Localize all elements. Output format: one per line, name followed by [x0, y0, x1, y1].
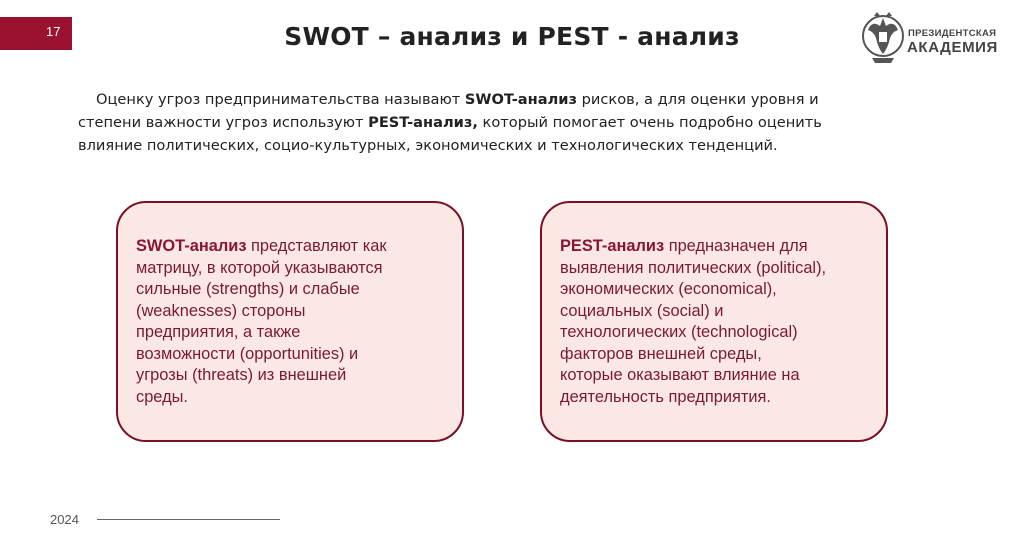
pest-description [560, 236, 880, 408]
intro-text: рисков, а для оценки уровня и [576, 91, 819, 108]
swot-line: представляют как [246, 237, 387, 255]
swot-line: предприятия, а также [136, 323, 301, 341]
pest-term: PEST-анализ [560, 237, 665, 255]
swot-line: сильные (strengths) и слабые [136, 280, 360, 298]
swot-line: (weaknesses) стороны [136, 301, 306, 320]
pest-line: деятельность предприятия. [560, 387, 771, 406]
swot-description [136, 236, 456, 408]
swot-box [116, 201, 464, 442]
intro-text: степени важности угроз используют [78, 114, 369, 131]
eagle-emblem-icon [858, 8, 908, 66]
swot-line: угрозы (threats) из внешней [136, 366, 347, 384]
swot-term: SWOT-анализ [136, 237, 247, 255]
intro-paragraph [78, 88, 958, 157]
intro-text: который помогает очень подробно оценить [477, 114, 822, 131]
intro-bold-pest: PEST-анализ, [368, 114, 478, 131]
intro-bold-swot: SWOT-анализ [464, 91, 577, 108]
intro-text: влияние политических, социо-культурных, экономических и технологических тенденций. [78, 137, 778, 154]
swot-line: возможности (opportunities) и [136, 344, 359, 363]
pest-line: которые оказывают влияние на [560, 366, 800, 384]
pest-line: выявления политических (political), [560, 258, 827, 277]
logo-text-top: ПРЕЗИДЕНТСКАЯ [908, 28, 997, 39]
logo-text-bottom: АКАДЕМИЯ [907, 39, 998, 56]
slide-title: SWOT – анализ и PEST - анализ [284, 22, 740, 51]
pest-line: предназначен для [664, 237, 808, 255]
pest-line: факторов внешней среды, [560, 344, 762, 363]
pest-line: социальных (social) и [560, 301, 724, 320]
swot-line: матрицу, в которой указываются [136, 258, 383, 277]
footer-year: 2024 [50, 512, 79, 527]
pest-line: экономических (economical), [560, 280, 777, 298]
footer-divider [97, 519, 280, 520]
slide-number: 17 [46, 24, 61, 39]
swot-line: среды. [136, 387, 188, 406]
intro-text: Оценку угроз предпринимательства называют [96, 91, 465, 108]
academy-logo [858, 8, 1018, 68]
pest-box [540, 201, 888, 442]
pest-line: технологических (technological) [560, 323, 798, 341]
